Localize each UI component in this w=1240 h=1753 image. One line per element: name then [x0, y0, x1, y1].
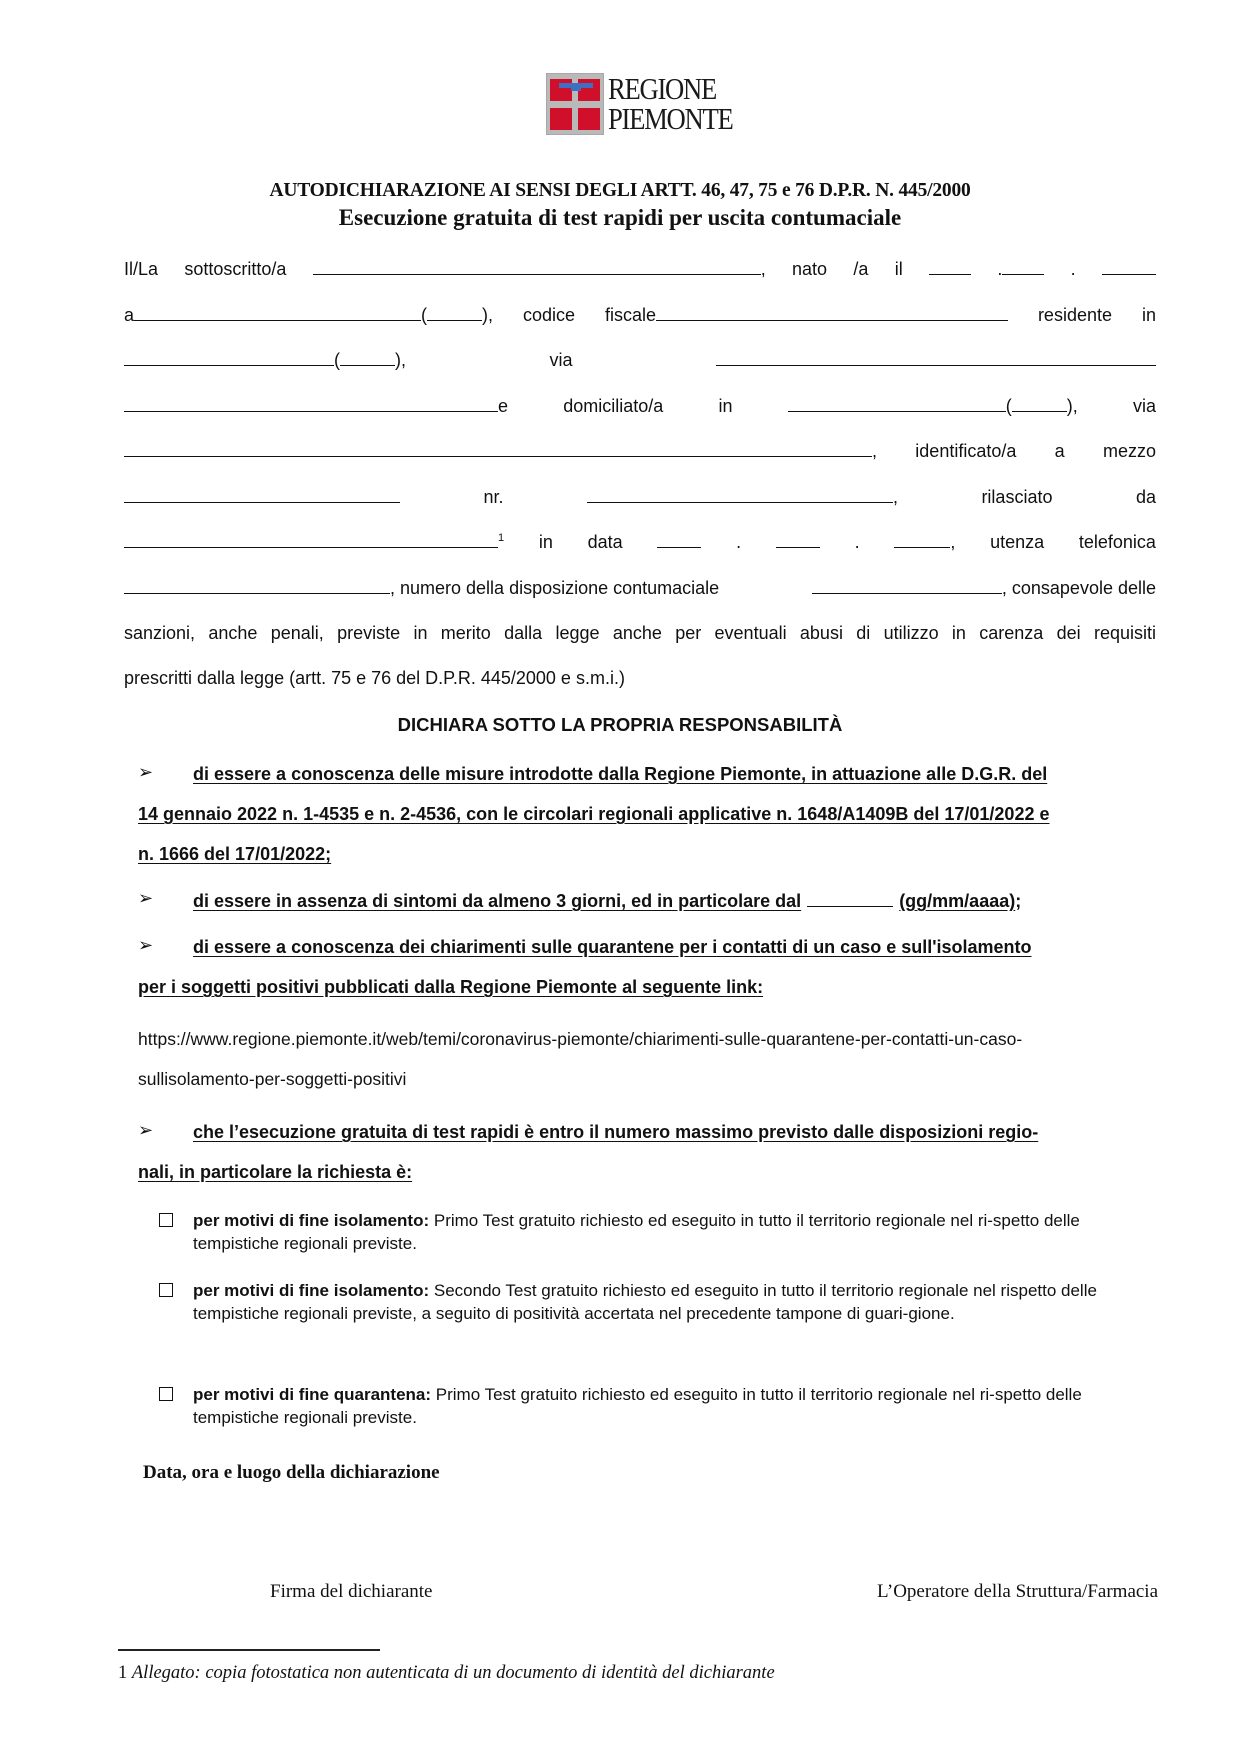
form-line-6: nr. , rilasciato da	[124, 486, 1156, 510]
operator-signature-label: L’Operatore della Struttura/Farmacia	[877, 1581, 1159, 1602]
form-line-7: $^1$ in data . . , utenza telefonica	[124, 531, 1156, 555]
form-line-2: a ( ), codice fiscale residente in	[124, 305, 1156, 325]
footnote: 1 Allegato: copia fotostatica non autenticata di un documento di identità del dichiarante	[118, 1663, 775, 1683]
document-type-field[interactable]	[124, 486, 400, 503]
form-line-1: Il/La sottoscritto/a , nato /a il . .	[124, 258, 1156, 282]
option-3-text: per motivi di fine quarantena: Primo Test gratuito richiesto ed eseguito in tutto il territorio regionale nel ri-spetto delle tempistiche regionali previste.	[193, 1385, 1082, 1427]
residence-city-field[interactable]	[124, 349, 334, 366]
birth-day-field[interactable]	[929, 258, 971, 275]
form-line-5: , identificato/a a mezzo	[124, 440, 1156, 464]
option-2-text: per motivi di fine isolamento: Secondo Test gratuito richiesto ed eseguito in tutto il territorio regionale nel rispetto delle tempistiche regionali previste, a seguito di positività accertata nel precedente tampone di guari-gione.	[193, 1281, 1097, 1323]
birth-province-field[interactable]	[427, 304, 482, 321]
arrow-bullet-icon: ➢	[138, 888, 154, 909]
legal-reference-text: prescritti dalla legge (artt. 75 e 76 del D.P.R. 445/2000 e s.m.i.)	[124, 668, 625, 688]
bullet-3-line-1: di essere a conoscenza dei chiarimenti sulle quarantene per i contatti di un caso e sull'isolamento	[193, 937, 1032, 957]
bullet-4-line-2: nali, in particolare la richiesta è:	[138, 1162, 413, 1182]
declarant-signature-label: Firma del dichiarante	[270, 1581, 433, 1602]
issue-year-field[interactable]	[894, 531, 950, 548]
info-link-line-2[interactable]: sullisolamento-per-soggetti-positivi	[138, 1069, 407, 1089]
domicile-city-field[interactable]	[788, 395, 1006, 412]
form-line-4: e domiciliato/a in ( ), via	[124, 395, 1156, 419]
domicile-province-field[interactable]	[1012, 395, 1067, 412]
arrow-bullet-icon: ➢	[138, 1120, 154, 1141]
bullet-1-line-1: di essere a conoscenza delle misure introdotte dalla Regione Piemonte, in attuazione alle D.G.R. del	[193, 764, 1048, 784]
domicile-street-field[interactable]	[124, 440, 872, 457]
bullet-1-line-2: 14 gennaio 2022 n. 1-4535 e n. 2-4536, con le circolari regionali applicative n. 1648/A1409B del 17/01/2022 e	[138, 804, 1050, 824]
footnote-separator	[118, 1649, 380, 1651]
bullet-3-line-2: per i soggetti positivi pubblicati dalla Regione Piemonte al seguente link:	[138, 977, 764, 997]
document-number-field[interactable]	[587, 486, 893, 503]
symptom-free-date-field[interactable]	[807, 890, 893, 907]
name-field[interactable]	[313, 258, 761, 275]
arrow-bullet-icon: ➢	[138, 935, 154, 956]
bullet-1-line-3: n. 1666 del 17/01/2022;	[138, 844, 332, 864]
footnote-ref: 1	[498, 532, 505, 544]
info-link-line-1[interactable]: https://www.regione.piemonte.it/web/temi/coronavirus-piemonte/chiarimenti-sulle-quarantene-per-contatti-un-caso-	[138, 1029, 1023, 1049]
document-subtitle: Esecuzione gratuita di test rapidi per uscita contumaciale	[338, 205, 902, 230]
issuer-field[interactable]	[124, 531, 498, 548]
option-3-checkbox[interactable]	[159, 1387, 173, 1401]
bullet-2-line: di essere in assenza di sintomi da almeno 3 giorni, ed in particolare dal (gg/mm/aaaa);	[193, 891, 1022, 911]
option-2-checkbox[interactable]	[159, 1283, 173, 1297]
form-line-8: , numero della disposizione contumaciale , consapevole delle	[124, 577, 1156, 601]
arrow-bullet-icon: ➢	[138, 762, 154, 783]
tax-code-field[interactable]	[656, 304, 1008, 321]
piemonte-coat-of-arms-icon	[546, 73, 604, 135]
bullet-4-line-1: che l’esecuzione gratuita di test rapidi è entro il numero massimo previsto dalle disposizioni regio-	[193, 1122, 1039, 1142]
residence-province-field[interactable]	[340, 349, 395, 366]
logo-wordmark: REGIONE PIEMONTE	[608, 71, 733, 136]
residence-street-field[interactable]	[716, 349, 1156, 366]
sanctions-text: sanzioni, anche penali, previste in merito dalla legge anche per eventuali abusi di utilizzo in carenza dei requisiti	[124, 623, 1156, 643]
quarantine-order-number-field[interactable]	[812, 577, 1002, 594]
phone-field[interactable]	[124, 577, 390, 594]
form-line-3: ( ), via	[124, 349, 1156, 373]
issue-month-field[interactable]	[776, 531, 820, 548]
residence-street-cont-field[interactable]	[124, 395, 498, 412]
date-place-label: Data, ora e luogo della dichiarazione	[143, 1462, 440, 1483]
document-title: AUTODICHIARAZIONE AI SENSI DEGLI ARTT. 46, 47, 75 e 76 D.P.R. N. 445/2000	[269, 180, 971, 201]
declaration-heading: DICHIARA SOTTO LA PROPRIA RESPONSABILITÀ	[397, 714, 843, 735]
option-1-checkbox[interactable]	[159, 1213, 173, 1227]
birthplace-field[interactable]	[134, 304, 421, 321]
regione-piemonte-logo	[546, 72, 753, 136]
issue-day-field[interactable]	[657, 531, 701, 548]
birth-month-field[interactable]	[1002, 258, 1044, 275]
option-1-text: per motivi di fine isolamento: Primo Test gratuito richiesto ed eseguito in tutto il territorio regionale nel ri-spetto delle tempistiche regionali previste.	[193, 1211, 1080, 1253]
birth-year-field[interactable]	[1102, 258, 1156, 275]
